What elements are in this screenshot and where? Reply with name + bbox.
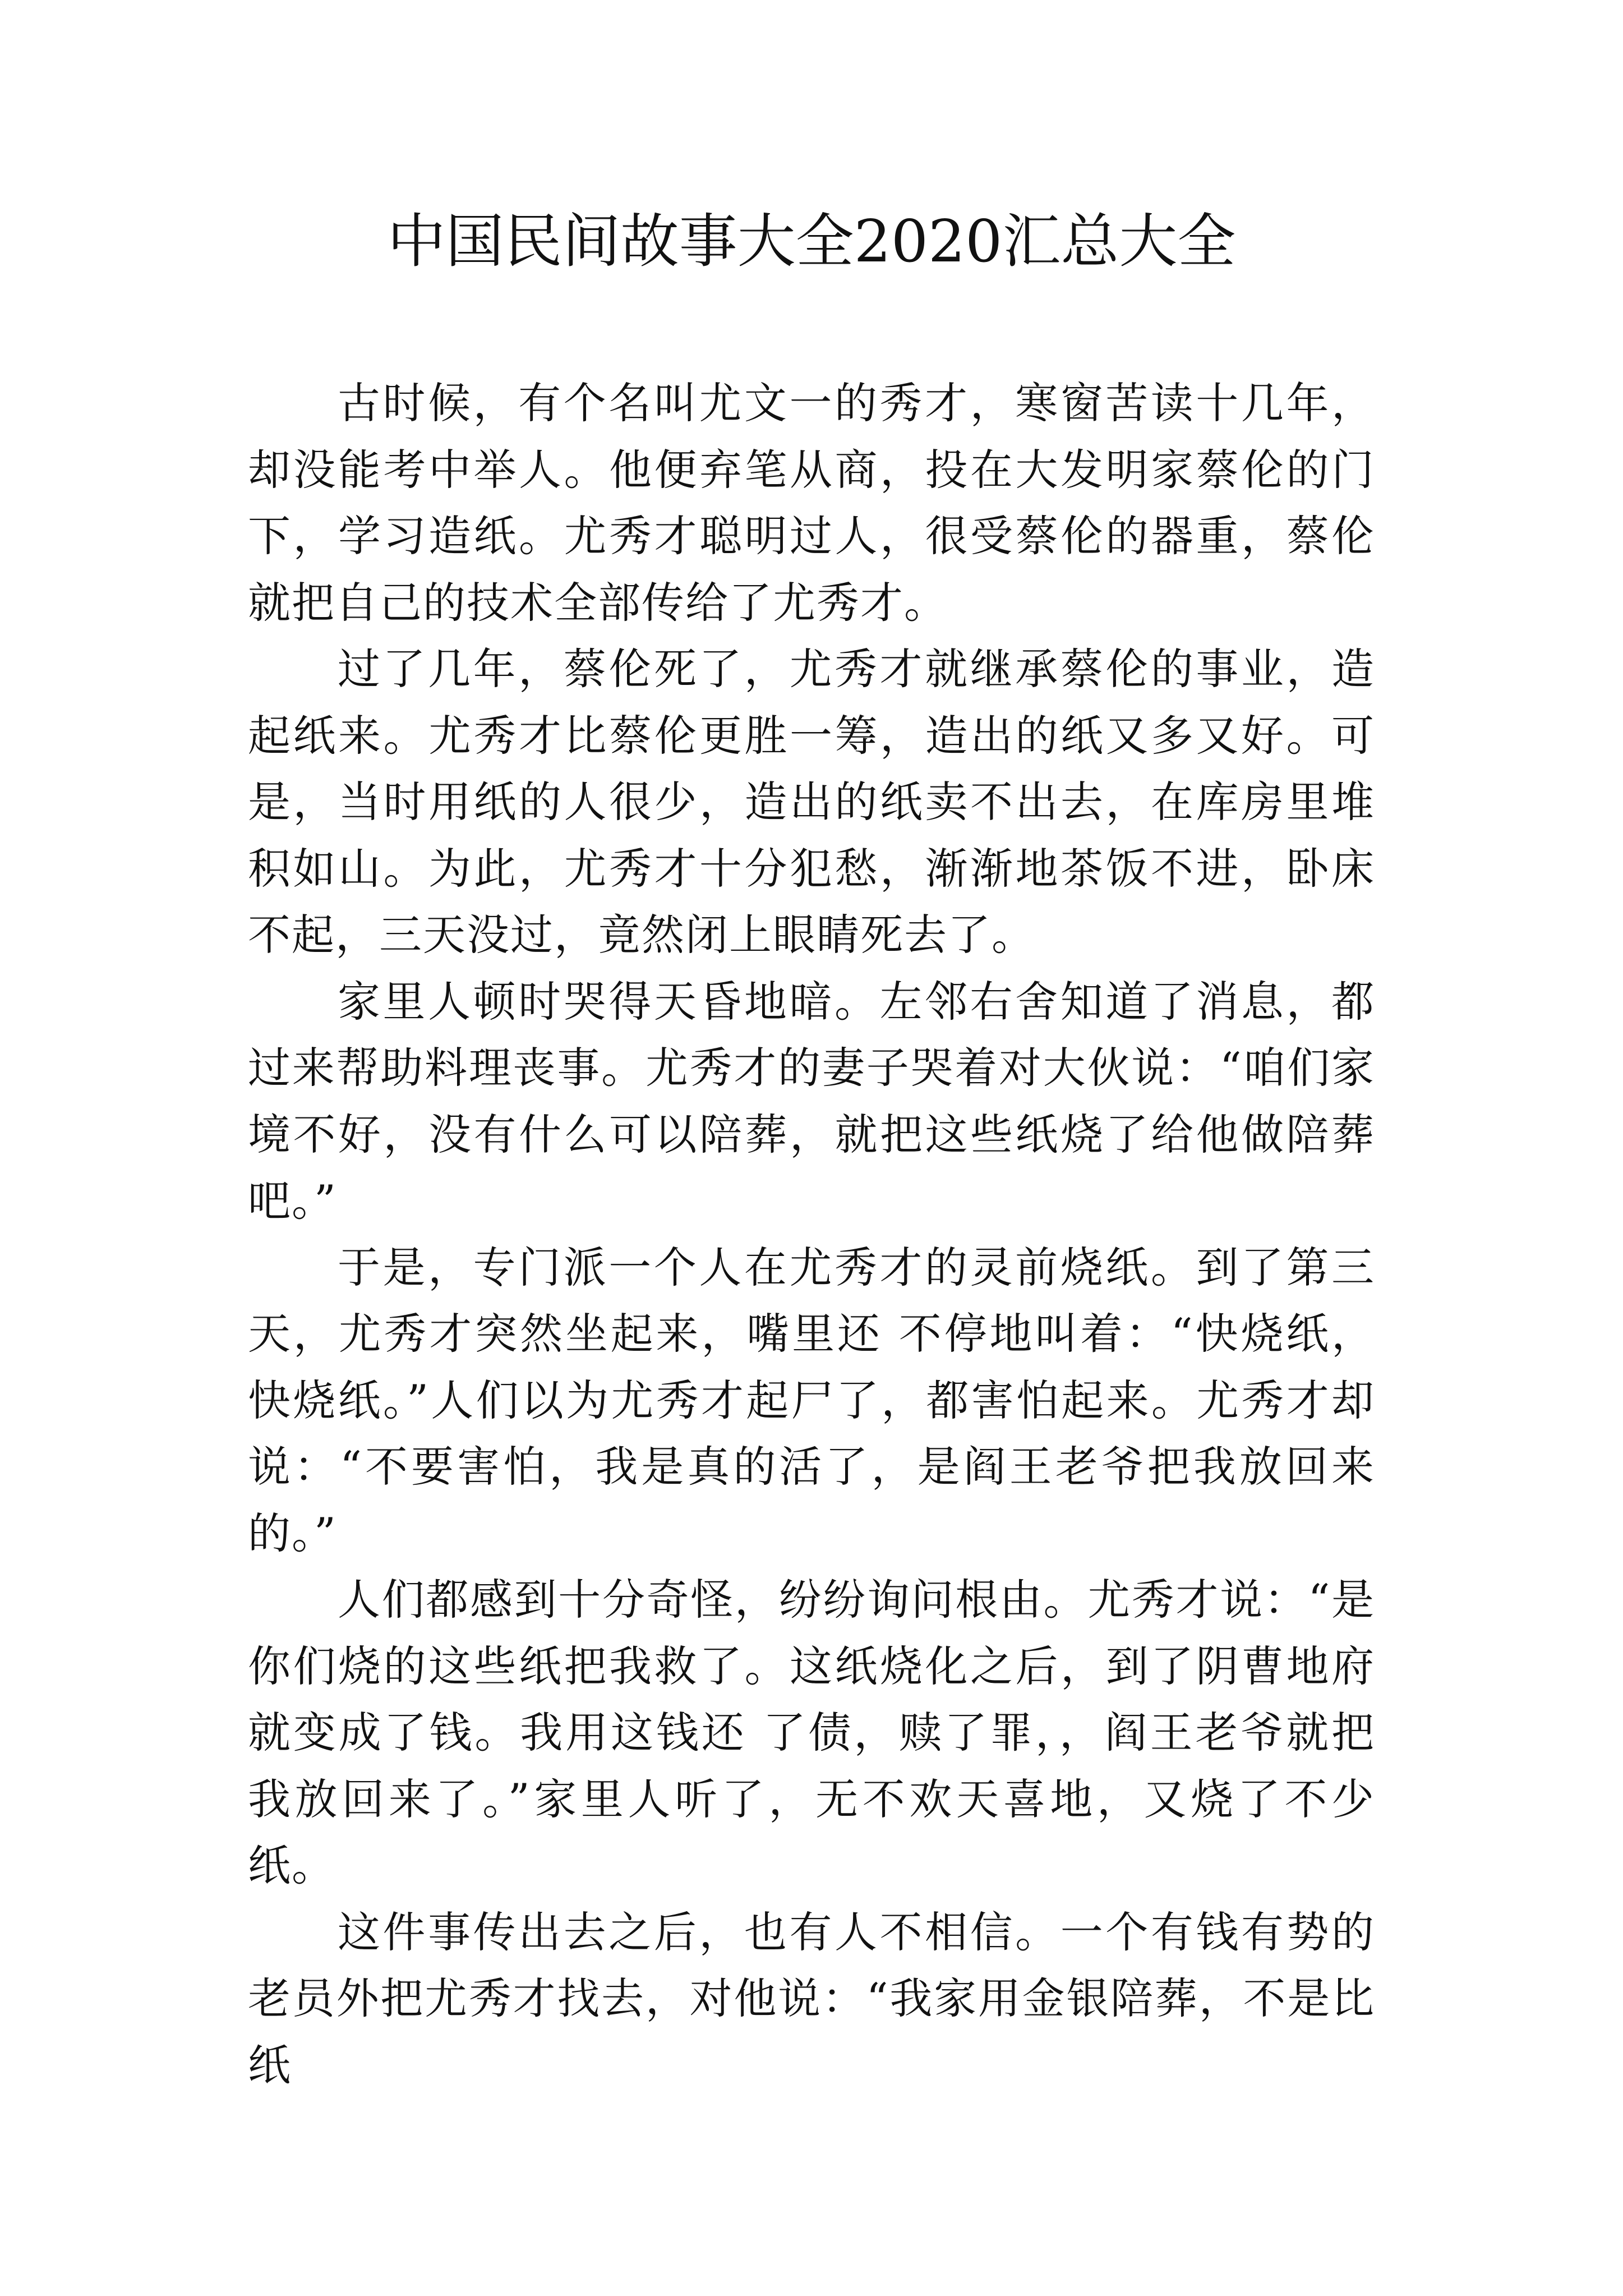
paragraph-1: 古时候，有个名叫尤文一的秀才，寒窗苦读十几年，却没能考中举人。他便弃笔从商，投在大发明家蔡伦的门下，学习造纸。尤秀才聪明过人，很受蔡伦的器重，蔡伦就把自己的技术全部传给了尤秀才。 <box>248 378 1375 628</box>
paragraph-6: 这件事传出去之后，也有人不相信。一个有钱有势的老员外把尤秀才找去，对他说：“我家用金银陪葬，不是比纸 <box>248 1907 1375 2090</box>
paragraph-3: 家里人顿时哭得天昏地暗。左邻右舍知道了消息，都过来帮助料理丧事。尤秀才的妻子哭着对大伙说：“咱们家境不好，没有什么可以陪葬，就把这些纸烧了给他做陪葬吧。” <box>248 976 1375 1226</box>
paragraph-2: 过了几年，蔡伦死了，尤秀才就继承蔡伦的事业，造起纸来。尤秀才比蔡伦更胜一筹，造出的纸又多又好。可是，当时用纸的人很少，造出的纸卖不出去，在库房里堆积如山。为此，尤秀才十分犯愁，渐渐地茶饭不进，卧床不起，三天没过，竟然闭上眼睛死去了。 <box>248 644 1375 960</box>
paragraph-4: 于是，专门派一个人在尤秀才的灵前烧纸。到了第三天，尤秀才突然坐起来，嘴里还 不停地叫着：“快烧纸，快烧纸。”人们以为尤秀才起尸了，都害怕起来。尤秀才却说：“不要害怕，我是真的活了，是阎王老爷把我放回来的。” <box>248 1242 1375 1558</box>
paragraph-5: 人们都感到十分奇怪，纷纷询问根由。尤秀才说：“是你们烧的这些纸把我救了。这纸烧化之后，到了阴曹地府就变成了钱。我用这钱还 了债，赎了罪，，阎王老爷就把我放回来了。”家里人听了，无不欢天喜地，又烧了不少纸。 <box>248 1575 1375 1890</box>
document-body <box>248 370 1375 2099</box>
document-title: 中国民间故事大全2020汇总大全 <box>387 207 1236 275</box>
